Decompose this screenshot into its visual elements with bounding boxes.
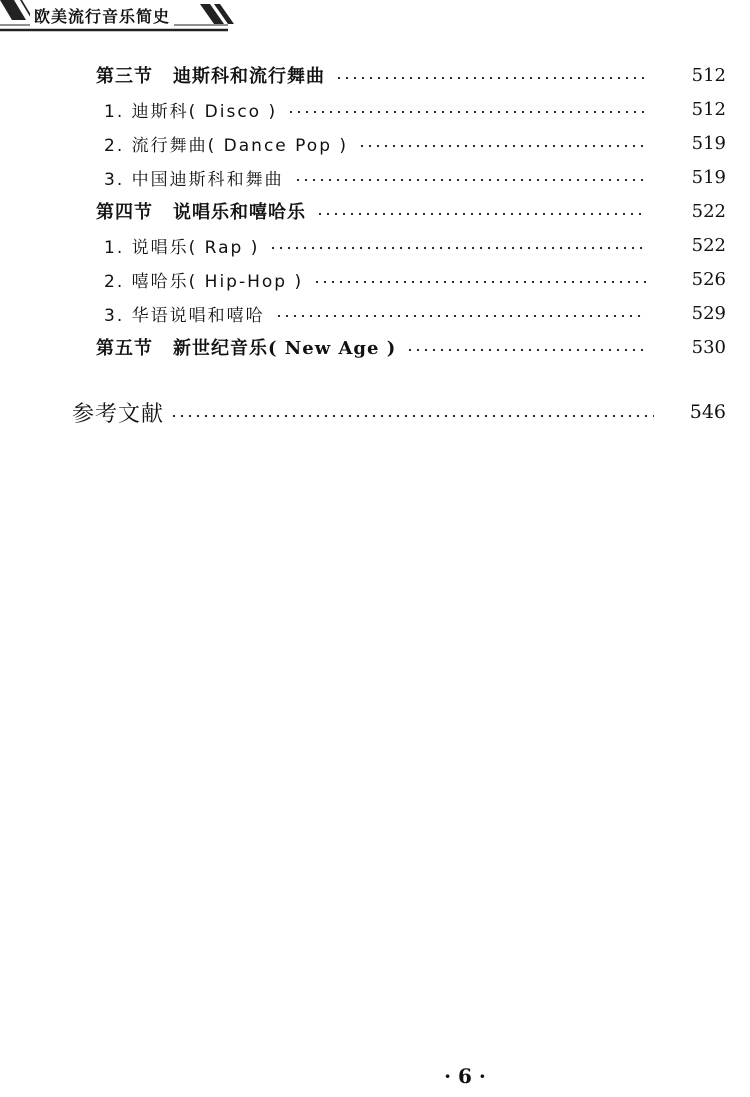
page-ref: 519 bbox=[691, 166, 726, 188]
section-number: 第四节 bbox=[96, 202, 153, 223]
page-ref: 529 bbox=[691, 302, 726, 324]
section-name: 新世纪音乐( New Age ) bbox=[173, 338, 397, 359]
toc-item-row[interactable] bbox=[96, 296, 726, 330]
leader-dots bbox=[358, 145, 646, 147]
leader-dots bbox=[313, 281, 646, 283]
item-title: 3. 中国迪斯科和舞曲 bbox=[104, 169, 284, 190]
page-ref: 526 bbox=[691, 268, 726, 290]
section-name: 迪斯科和流行舞曲 bbox=[173, 66, 325, 87]
page-ref: 512 bbox=[691, 98, 726, 120]
leader-dots bbox=[294, 179, 646, 181]
page-ref: 519 bbox=[691, 132, 726, 154]
leader-dots bbox=[316, 213, 646, 215]
toc-item-row[interactable] bbox=[96, 126, 726, 160]
page-ref: 522 bbox=[691, 200, 726, 222]
section-title bbox=[96, 334, 406, 360]
page-ref: 522 bbox=[691, 234, 726, 256]
section-number: 第三节 bbox=[96, 66, 153, 87]
references-label: 参考文献 bbox=[72, 401, 165, 427]
toc-references-row[interactable] bbox=[72, 394, 726, 430]
table-of-contents bbox=[96, 58, 726, 364]
leader-dots bbox=[335, 77, 646, 79]
toc-item-row[interactable] bbox=[96, 262, 726, 296]
section-title bbox=[96, 62, 335, 88]
section-title bbox=[96, 198, 316, 224]
page-ref: 512 bbox=[691, 64, 726, 86]
leader-dots bbox=[406, 349, 646, 351]
leader-dots bbox=[275, 315, 646, 317]
toc-section-row[interactable] bbox=[96, 58, 726, 92]
item-title: 2. 流行舞曲( Dance Pop ) bbox=[104, 135, 349, 156]
leader-dots bbox=[287, 111, 646, 113]
toc-item-row[interactable] bbox=[96, 92, 726, 126]
running-header bbox=[0, 0, 750, 34]
toc-section-row[interactable] bbox=[96, 330, 726, 364]
toc-item-row[interactable] bbox=[96, 228, 726, 262]
section-name: 说唱乐和嘻哈乐 bbox=[173, 202, 306, 223]
section-number: 第五节 bbox=[96, 338, 153, 359]
item-title: 1. 迪斯科( Disco ) bbox=[104, 101, 278, 122]
leader-dots bbox=[170, 415, 654, 417]
references-page: 546 bbox=[689, 401, 726, 423]
page-footer bbox=[0, 1064, 750, 1088]
toc-section-row[interactable] bbox=[96, 194, 726, 228]
page-ref: 530 bbox=[691, 336, 726, 358]
book-title: 欧美流行音乐简史 bbox=[30, 6, 174, 28]
page-number: · 6 · bbox=[444, 1064, 486, 1088]
item-title: 1. 说唱乐( Rap ) bbox=[104, 237, 260, 258]
item-title: 2. 嘻哈乐( Hip-Hop ) bbox=[104, 271, 304, 292]
toc-item-row[interactable] bbox=[96, 160, 726, 194]
item-title: 3. 华语说唱和嘻哈 bbox=[104, 305, 265, 326]
leader-dots bbox=[269, 247, 646, 249]
